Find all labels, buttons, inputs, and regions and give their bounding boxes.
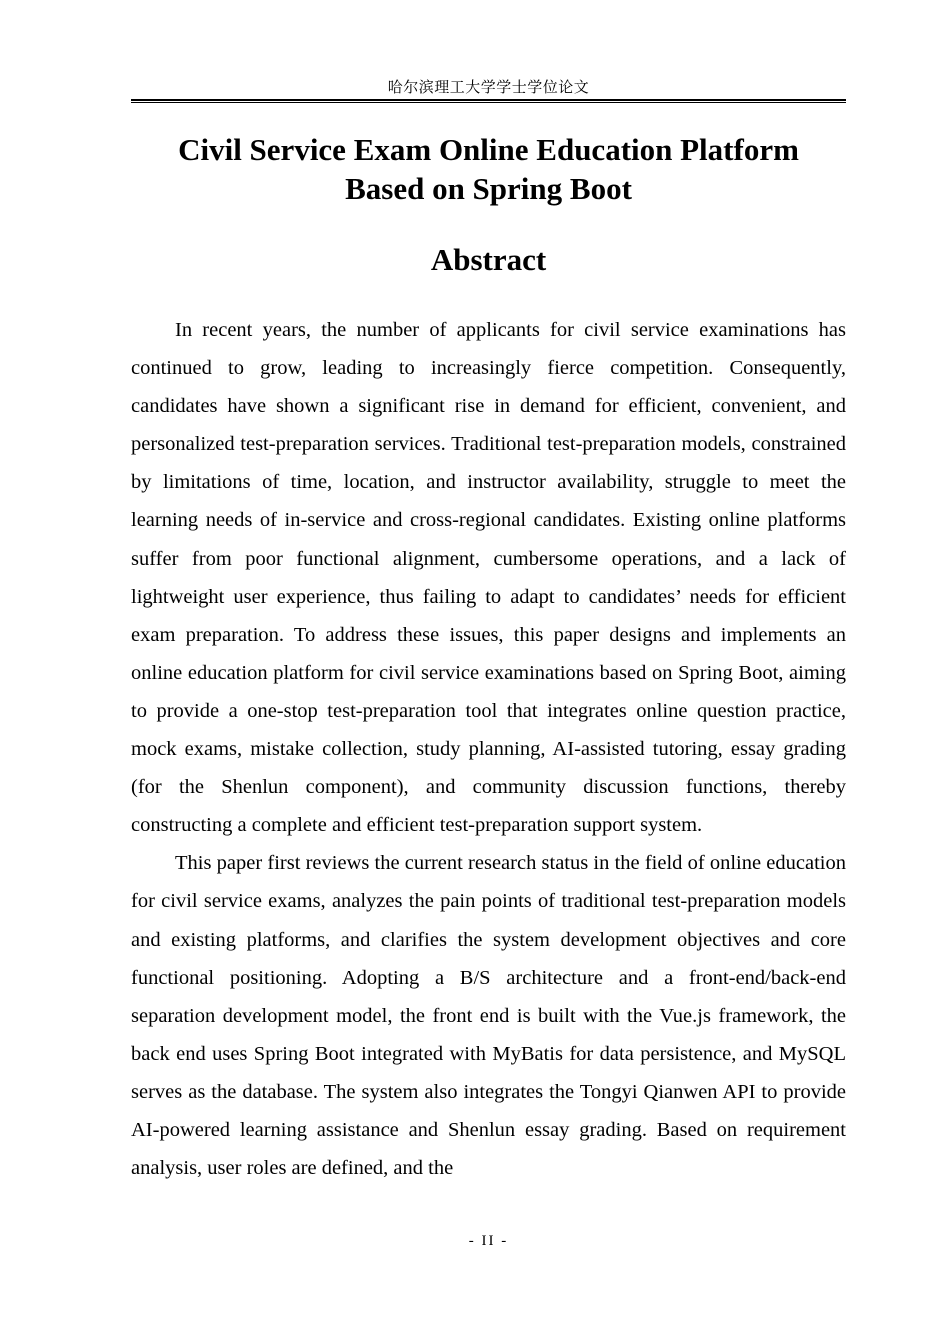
running-header: 哈尔滨理工大学学士学位论文 [387,80,590,96]
abstract-paragraph-2: This paper first reviews the current research status in the field of online education for civil service exams, analyzes the pain points of traditional test-preparation models and existing platforms, and clarifies the system development objectives and core functional positioning. Adopting a B/S architecture and a front-end/back-end separation development model, the front end is built with the Vue.js framework, the back end uses Spring Boot integrated with MyBatis for data persistence, and MySQL serves as the database. The system also integrates the Tongyi Qianwen API to provide AI-powered learning assistance and Shenlun essay grading. Based on requirement analysis, user roles are defined, and the [131,852,846,1180]
paper-title-line-1: Civil Service Exam Online Education Platform [178,132,799,167]
paper-title-line-2: Based on Spring Boot [345,171,632,206]
page-number: - II - [468,1233,509,1249]
header-rule [131,99,846,103]
abstract-heading: Abstract [430,242,547,277]
abstract-paragraph-1: In recent years, the number of applicants for civil service examinations has continued to grow, leading to increasingly fierce competition. Consequently, candidates have shown a significant rise in demand for efficient, convenient, and personalized test-preparation services. Traditional test-preparation models, constrained by limitations of time, location, and instructor availability, struggle to meet the learning needs of in-service and cross-regional candidates. Existing online platforms suffer from poor functional alignment, cumbersome operations, and a lack of lightweight user experience, thus failing to adapt to candidates’ needs for efficient exam preparation. To address these issues, this paper designs and implements an online education platform for civil service examinations based on Spring Boot, aiming to provide a one-stop test-preparation tool that integrates online question practice, mock exams, mistake collection, study planning, AI-assisted tutoring, essay grading (for the Shenlun component), and community discussion functions, thereby constructing a complete and efficient test-preparation support system. [131,319,846,837]
abstract-body [131,311,846,1187]
paper-title [131,130,846,208]
